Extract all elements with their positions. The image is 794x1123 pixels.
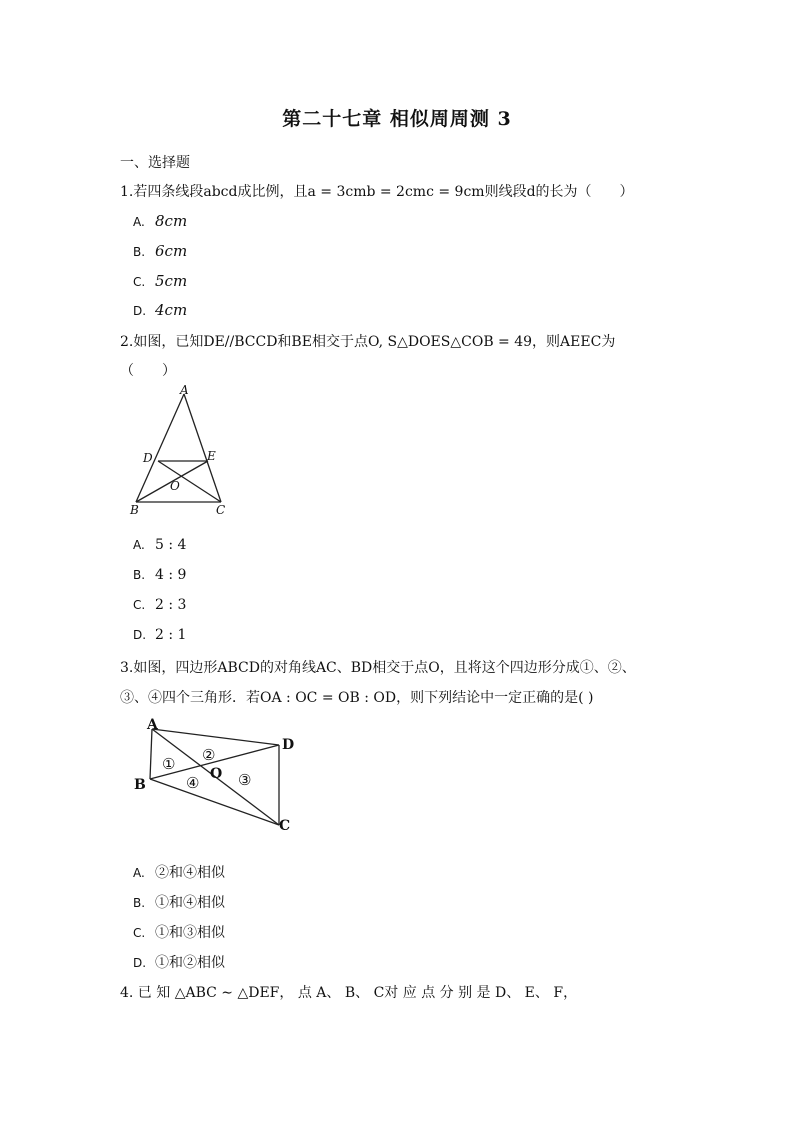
region-2-label: ②: [202, 746, 216, 764]
segment-cd: [158, 461, 221, 502]
option-label: D.: [133, 628, 147, 642]
option-value: 2 : 3: [155, 597, 187, 613]
option-label: B.: [133, 896, 146, 910]
label-a: A: [180, 383, 189, 397]
q3-option-c[interactable]: [133, 922, 225, 942]
label-b: B: [130, 503, 139, 517]
option-value: 5 : 4: [155, 537, 187, 553]
label-c: C: [216, 503, 226, 517]
option-value: ①和④相似: [155, 895, 225, 911]
option-label: A.: [133, 538, 145, 552]
label-d: D: [143, 451, 153, 465]
q2-option-d[interactable]: [133, 627, 186, 643]
option-label: C.: [133, 598, 146, 612]
option-value: ①和③相似: [155, 925, 225, 941]
question-2-text: 2.如图，已知DE//BCCD和BE相交于点O, S△DOES△COB = 49，则AEEC为: [120, 334, 616, 350]
option-label: C.: [133, 275, 146, 289]
option-label: B.: [133, 568, 146, 582]
segment-ba: [150, 729, 152, 779]
question-2-bracket: （ ）: [120, 363, 176, 379]
region-3-label: ③: [238, 771, 252, 789]
page-title: 第二十七章 相似周周测 3: [282, 108, 512, 130]
q2-option-c[interactable]: [133, 597, 186, 613]
q1-option-a[interactable]: [133, 212, 187, 230]
option-value: 6cm: [155, 242, 188, 260]
segment-cb: [150, 779, 279, 825]
q2-triangle-figure: [126, 382, 236, 518]
option-value: 4cm: [155, 301, 188, 319]
label-o: O: [170, 479, 180, 493]
q3-quadrilateral-figure: [130, 712, 300, 834]
label-c: C: [279, 818, 291, 834]
option-value: 4 : 9: [155, 567, 187, 583]
option-label: A.: [133, 215, 145, 229]
q3-option-b[interactable]: [133, 892, 225, 912]
q2-option-a[interactable]: [133, 537, 186, 553]
q2-option-b[interactable]: [133, 567, 186, 583]
section-heading: 一、选择题: [120, 155, 190, 171]
option-value: ①和②相似: [155, 955, 225, 971]
question-3-text: 3.如图，四边形ABCD的对角线AC、BD相交于点O，且将这个四边形分成①、②、: [120, 660, 636, 676]
region-4-label: ④: [186, 774, 200, 792]
option-value: 8cm: [155, 212, 188, 230]
option-label: C.: [133, 926, 146, 940]
q3-option-d[interactable]: [133, 952, 225, 972]
label-o: O: [210, 766, 223, 782]
q1-option-d[interactable]: [133, 301, 187, 319]
question-4-text: 4. 已 知 △ABC ∼ △DEF， 点 A、 B、 C对 应 点 分 别 是 D、 E、 F，: [120, 985, 578, 1001]
q3-option-a[interactable]: [133, 862, 225, 882]
region-1-label: ①: [162, 755, 176, 773]
question-1-text: 1.若四条线段abcd成比例，且a = 3cmb = 2cmc = 9cm则线段d的长为（ ）: [120, 184, 634, 200]
q1-option-b[interactable]: [133, 242, 187, 260]
option-label: A.: [133, 866, 145, 880]
label-a: A: [147, 717, 158, 733]
q1-option-c[interactable]: [133, 272, 187, 290]
option-label: B.: [133, 245, 146, 259]
option-label: D.: [133, 304, 147, 318]
option-value: 2 : 1: [155, 627, 187, 643]
segment-ac: [184, 394, 221, 502]
label-e: E: [207, 449, 216, 463]
label-b: B: [134, 777, 146, 793]
option-value: ②和④相似: [155, 865, 225, 881]
option-label: D.: [133, 956, 147, 970]
option-value: 5cm: [155, 272, 188, 290]
question-3-text-cont: ③、④四个三角形．若OA : OC = OB : OD，则下列结论中一定正确的是( ): [120, 690, 594, 706]
label-d: D: [282, 737, 295, 753]
